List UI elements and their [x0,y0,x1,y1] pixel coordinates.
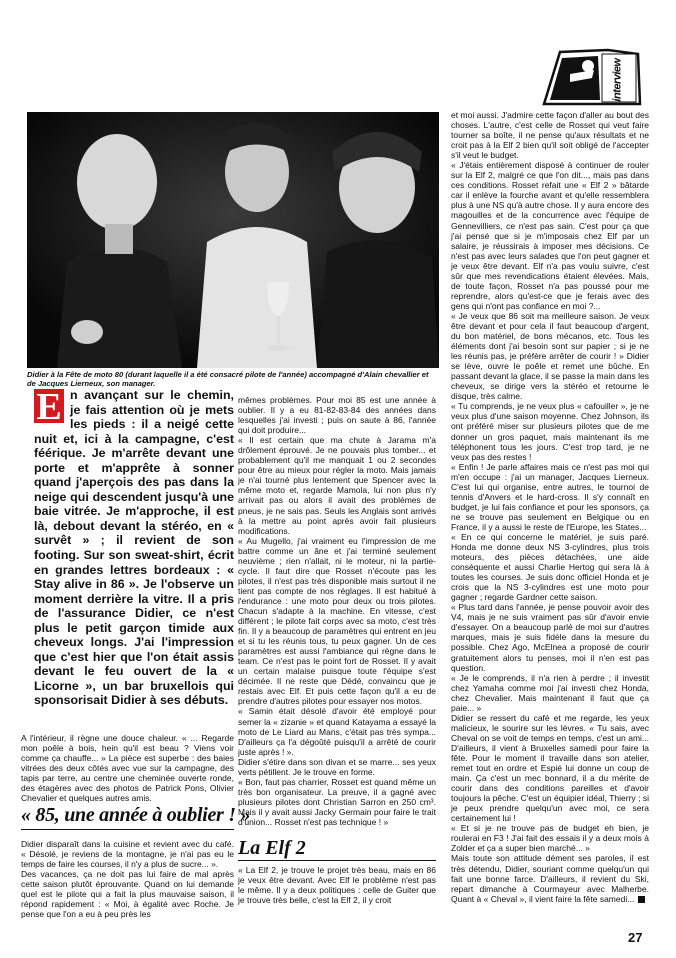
col1-paragraph: A l'intérieur, il règne une douce chaleur. « ... Regarde mon poêle à bois, hein qu'il est beau ? Viens voir comme ça chauffe... » La pièce est superbe : des baies vitrées des deux côtés avec vue sur la campagne, des tapis par terre, au centre une cheminée ouverte ronde, des étagères avec des photos de Patrick Pons, Olivier Chevalier et quelques autres amis. [21,733,234,804]
col2-paragraph: mêmes problèmes. Pour moi 85 est une année à oublier. Il y a eu 81-82-83-84 des années dans lesquelles j'ai investi ; puis on saute à 86, l'année qui doit produire... [238,395,436,436]
col1-paragraph: Didier disparaît dans la cuisine et revient avec du café. « Désolé, je reviens de la montagne, je n'ai pas eu le temps de faire les courses, il n'y a plus de sucre... ». [21,839,234,870]
col3-paragraph: « Je veux que 86 soit ma meilleure saison. Je veux être devant et pour cela il faut beaucoup d'argent, du bon matériel, de bons mécanos, etc. Tous les éléments dont j'ai besoin sont sur papier ; si je ne les réunis pas, je préfère arrêter de courir ! » Didier se lève, ouvre le poêle et remet une bûche. En passant devant la glace, il se passe la main dans les cheveux, se dirige vers la stéréo et retourne le disque, très calme. [451,310,649,402]
col2-paragraph: Didier s'étire dans son divan et se marre... ses yeux verts pétillent. Je le trouve en forme. [238,756,436,777]
photo-caption: Didier à la Fête de moto 80 (durant laquelle il a été consacré pilote de l'année) accompagné d'Alain chevallier et de Jacques Lierneux, son manager. [27,370,429,389]
col3-paragraph: Didier se ressert du café et me regarde, les yeux malicieux, le sourire sur les lèvres. « Tu sais, avec Cheval on se voit de temps en temps, c'est un ami... D'ailleurs, il vient à Bruxelles samedi pour faire la fête. Pour le moment il travaille dans son atelier, remet tout en ordre et Espié lui donne un coup de main. Ça c'est un mec bonnard, il a du mérite de courir dans des conditions pareilles et d'avoir toujours la pêche. C'est un équipier idéal, Thierry ; si je peux prendre quelqu'un avec moi, ce sera certainement lui ! [451,712,649,824]
col3-paragraph: « Je le comprends, il n'a rien à perdre ; il investit chez Yamaha comme moi j'ai investi chez Honda, chez Chevalier. Mais maintenant il faut que ça paie... » [451,672,649,713]
interview-badge [540,44,646,110]
photo [27,112,439,368]
col3-paragraph: « En ce qui concerne le matériel, je suis paré. Honda me donne deux NS 3-cylindres, plus trois moteurs, des pièces détachées, une aide conséquente et aussi Charlie Hertog qui sera là à toutes les courses. Je suis donc officiel Honda et je crois que la NS 3-cylindres est une moto pour gagner ; regarde Gardner cette saison. [451,531,649,603]
drop-cap: E [34,389,64,423]
col3-paragraph: « J'étais entièrement disposé à continuer de rouler sur la Elf 2, malgré ce que l'on dit..., mais pas dans ces conditions. Rosset refait une « Elf 2 » bâtarde car il enlève la fourche avant et qu'elle ressemblera plus à une NS qu'à autre chose. Il y aura encore des magouilles et de la concurrence avec l'équipe de Gennevilliers, ce n'est pas sain. C'est pour ça que j'ai pensé que si je m'imposais chez Elf par un salaire, je réussirais à imposer mes décisions. Ce n'est pas avec leurs salades que l'on peut gagner et je veux être devant. Elf n'a pas voulu suivre, c'est sûr que mes revendications étaient élevées. Mais, de toute façon, Rosset n'a pas poussé pour me reprendre, alors qu'est-ce que je ferais avec des gens qui n'ont pas confiance en moi ?... [451,160,649,311]
col3-paragraph: « Et si je ne trouve pas de budget eh bien, je roulerai en F3 ! J'ai fait des essais il y a deux mois à Zolder et ça a super bien marché... » [451,823,649,854]
col2-paragraph: « Il est certain que ma chute à Jarama m'a drôlement éprouvé. Je ne pouvais plus tomber... et probablement qu'il me manquait 1 ou 2 secondes pour être au mieux pour régler la moto. Mais jamais je n'ai tourné plus lentement que Spencer avec la même moto et, regarde Mamola, lui non plus n'y arrivait pas ou alors il avait des problèmes de pneus, je ne sais pas. Seuls les Anglais sont arrivés à la mettre au point après avoir fait plusieurs modifications. [238,435,436,536]
col2-paragraph: « Bon, faut pas charrier, Rosset est quand même un très bon organisateur. La preuve, il a gagné avec plusieurs pilotes dont Christian Sarron en 250 cm³. Mais il y avait aussi Jacky Germain pour faire le trait d'union... Rosset n'est pas technique ! » [238,776,436,827]
heading-rule [238,860,436,861]
column-1-continued [21,839,234,919]
intro-text: n avançant sur le chemin, je fais attention où je mets les pieds : il a neigé cette nuit et, ici à la campagne, c'est féérique. Je m'arrête devant une porte et m'apprête à sonner quand j'aperçois des pas dans la neige qui descendent jusqu'à une baie vitrée. Je m'approche, il est là, debout devant la stéréo, en « survêt » ; il revient de son footing. Sur son sweat-shirt, écrit en grandes lettres bordeaux : « Stay alive in 86 ». Je l'observe un moment derrière la vitre. Il a pris de l'assurance Didier, ce n'est plus le petit garçon timide aux cheveux longs. J'ai l'impression que c'est hier que l'on était assis devant le feu ouvert de la « Licorne », un bar bruxellois qui sponsorisait Didier à ses débuts. [34,388,234,708]
col2-paragraph: « La Elf 2, je trouve le projet très beau, mais en 86 je veux être devant. Avec Elf le problème n'est pas le même. Il y a deux politiques : celle de Guiter que je trouve très belle, c'est la Elf 2, il y croit [238,865,436,906]
col3-last-text: Mais toute son attitude dément ses paroles, il est très détendu, Didier, souriant comme quelqu'un qui fait une bonne farce. D'ailleurs, il revient du Ski, repart dimanche à Courmayeur avec Malherbe. Quant à « Cheval », il vient faire la fête samedi... [451,853,649,904]
col1-paragraph: Des vacances, ça ne doit pas lui faire de mal après cette saison plutôt éprouvante. Quand on lui demande quel est le pilote qui a fait la plus mauvaise saison, il répond rapidement : « Moi, à égalité avec Roche. Je pense que l'on a eu à peu près les [21,869,234,920]
column-2 [238,395,436,827]
page-number: 27 [628,930,643,945]
col3-paragraph: « Tu comprends, je ne veux plus « cafouiller », je ne veux plus d'une saison moyenne. Chez Johnson, ils ont préféré miser sur plusieurs pilotes que de me donner un gros paquet, mais maintenant ils me téléphonent tous les jours. C'est trop tard, je ne veux pas des restes ! [451,401,649,462]
photo-image [27,112,439,368]
col3-paragraph: et moi aussi. J'admire cette façon d'aller au bout des choses. L'autre, c'est celle de Rosset qui veut faire tourner sa boîte, il ne pense qu'aux résultats et ne croit pas à la Elf 2 bien qu'il soit obligé de l'accepter s'il veut le budget. [451,110,649,161]
column-2-continued [238,865,436,905]
heading-rule [21,829,234,830]
col3-paragraph: « Plus tard dans l'année, je pense pouvoir avoir des V4, mais je ne suis vraiment pas sûr d'avoir envie d'essayer. On a beaucoup parlé de moi sur d'autres marques, mais je suis fidèle dans la mesure du possible. Chez Ago, McElnea a proposé de courir gratuitement alors tu penses, moi il n'en est pas question. [451,602,649,673]
col3-paragraph: « Enfin ! Je parle affaires mais ce n'est pas moi qui m'en occupe : j'ai un manager, Jacques Lierneux. C'est lui qui organise, entre autres, le tournoi de tennis d'Anvers et le hard-cross. Il s'y connaît en budget, je lui fais confiance et pour les sponsors, ça ne se trouve pas seulement en Belgique ou en France, il y a aussi le reste de l'Europe, les States... [451,461,649,532]
intro [34,388,234,708]
col2-paragraph: « Samin était désolé d'avoir été employé pour semer la « zizanie » et quand Katayama a essayé la moto de Le Liard au Mans, c'était pas très sympa... D'ailleurs ça l'a dégoûté puisqu'il a arrêté de courir juste après ! ». [238,706,436,757]
end-of-article-mark [638,896,645,903]
column-1 [21,733,234,803]
section-heading-elf2: La Elf 2 [238,837,306,859]
badge-label: interview [611,58,624,102]
section-heading-85: « 85, une année à oublier ! » [21,804,251,826]
col3-paragraph-last [451,853,649,903]
col2-paragraph: « Au Mugello, j'ai vraiment eu l'impression de me battre comme un âne et j'ai terminé seulement neuvième ; rien n'allait, ni le moteur, ni la partie-cycle. Il faut dire que Rosset n'écoute pas les pilotes, il n'est pas très disponible mais surtout il ne tient pas compte de nos réglages. Il est habitué à l'endurance : une moto pour deux ou trois pilotes. Chacun s'adapte à la machine. En vitesse, c'est différent ; le pilote fait corps avec sa moto, c'est très fin. Il y a beaucoup de paramètres qui entrent en jeu et si tu les réunis tous, tu peux gagner. Un de ces paramètres est aussi l'ambiance qui règne dans le team. Ce n'est pas le point fort de Rosset. Il y avait un certain malaise puisque toute l'équipe s'est décimée. Il ne reste que Dédé, convaincu que je restais avec Elf. Et puis cette façon qu'il a eu de prendre d'autres pilotes pour essayer nos motos. [238,535,436,707]
column-3 [451,110,649,904]
